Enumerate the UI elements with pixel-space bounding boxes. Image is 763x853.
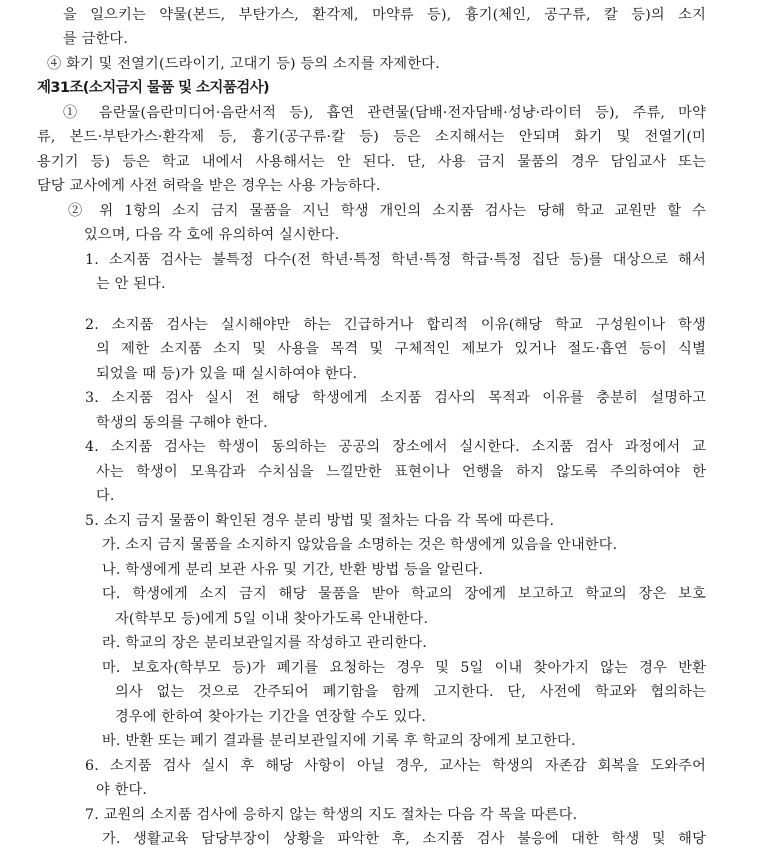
item-4: 다. [96, 488, 115, 504]
article-31-clause-1: 용기기 등) 등은 학교 내에서 사용해서는 안 된다. 단, 사용 금지 물품의 경우 담임교사 또는 [37, 154, 706, 170]
item-2: 되었을 때 등)가 있을 때 실시하여야 한다. [96, 366, 358, 382]
item-6: 야 한다. [96, 782, 148, 798]
article-31-clause-1: 담당 교사에게 사전 허락을 받은 경우는 사용 가능하다. [37, 178, 381, 194]
item-7-sub-ga: 가. 생활교육 담당부장이 상황을 파악한 후, 소지품 검사 불응에 대한 학생 및 해당 [102, 831, 706, 847]
item-5-sub-ga: 가. 소지 금지 물품을 소지하지 않았음을 소명하는 것은 학생에게 있음을 안내한다. [102, 537, 618, 553]
item-7: 7. 교원의 소지품 검사에 응하지 않는 학생의 지도 절차는 다음 각 목을 따른다. [85, 807, 578, 823]
item-5: 5. 소지 금지 물품이 확인된 경우 분리 방법 및 절차는 다음 각 목에 따른다. [85, 513, 555, 529]
item-2: 2. 소지품 검사는 실시해야만 하는 긴급하거나 합리적 이유(해당 학교 구성원이나 학생 [85, 317, 706, 333]
item-4: 사는 학생이 모욕감과 수치심을 느낄만한 표현이나 언행을 하지 않도록 주의하여야 한 [96, 464, 706, 480]
item-4: 4. 소지품 검사는 학생이 동의하는 공공의 장소에서 실시한다. 소지품 검사 과정에서 교 [85, 439, 706, 455]
item-5-sub-da: 다. 학생에게 소지 금지 해당 물품을 받아 학교의 장에게 보고하고 학교의 장은 보호 [102, 586, 706, 602]
article-31-heading: 제31조(소지금지 물품 및 소지품검사) [37, 80, 270, 96]
clause-3-continuation: 을 일으키는 약물(본드, 부탄가스, 환각제, 마약류 등), 흉기(체인, 공구류, 칼 등)의 소지 [63, 7, 706, 23]
item-5-sub-ma: 경우에 한하여 찾아가는 기간을 연장할 수도 있다. [115, 709, 427, 725]
clause-3-continuation: 를 금한다. [63, 31, 129, 47]
item-3: 학생의 동의를 구해야 한다. [96, 415, 268, 431]
article-31-clause-2: 있으며, 다음 각 호에 유의하여 실시한다. [84, 227, 340, 243]
item-5-sub-da: 자(학부모 등)에게 5일 이내 찾아가도록 안내한다. [115, 611, 429, 627]
item-5-sub-ma: 의사 없는 것으로 간주되어 폐기함을 함께 고지한다. 단, 사전에 학교와 협의하는 [115, 684, 706, 700]
item-5-sub-ra: 라. 학교의 장은 분리보관일지를 작성하고 관리한다. [102, 635, 427, 651]
clause-4: ④ 화기 및 전열기(드라이기, 고대기 등) 등의 소지를 자제한다. [47, 56, 440, 72]
item-1: 는 안 된다. [96, 276, 166, 292]
item-5-sub-ma: 마. 보호자(학부모 등)가 폐기를 요청하는 경우 및 5일 이내 찾아가지 않는 경우 반환 [102, 660, 706, 676]
article-31-clause-2: ② 위 1항의 소지 금지 물품을 지닌 학생 개인의 소지품 검사는 당해 학교 교원만 할 수 [68, 203, 706, 219]
item-5-sub-na: 나. 학생에게 분리 보관 사유 및 기간, 반환 방법 등을 알린다. [102, 562, 484, 578]
item-5-sub-ba: 바. 반환 또는 폐기 결과를 분리보관일지에 기록 후 학교의 장에게 보고한다. [102, 733, 576, 749]
article-31-clause-1: ① 음란물(음란미디어·음란서적 등), 흡연 관련물(담배·전자담배·성냥·라이터 등), 주류, 마약 [63, 105, 706, 121]
item-6: 6. 소지품 검사 실시 후 해당 사항이 아닐 경우, 교사는 학생의 자존감 회복을 도와주어 [85, 758, 706, 774]
item-3: 3. 소지품 검사 실시 전 해당 학생에게 소지품 검사의 목적과 이유를 충분히 설명하고 [85, 390, 706, 406]
item-1: 1. 소지품 검사는 불특정 다수(전 학년·특정 학년·특정 학급·특정 집단 등)를 대상으로 해서 [85, 252, 706, 268]
item-2: 의 제한 소지품 소지 및 사용을 목격 및 구체적인 제보가 있거나 절도·흡연 등이 식별 [96, 341, 706, 357]
article-31-clause-1: 류, 본드·부탄가스·환각제 등, 흉기(공구류·칼 등) 등은 소지해서는 안되며 화기 및 전열기(미 [37, 129, 706, 145]
